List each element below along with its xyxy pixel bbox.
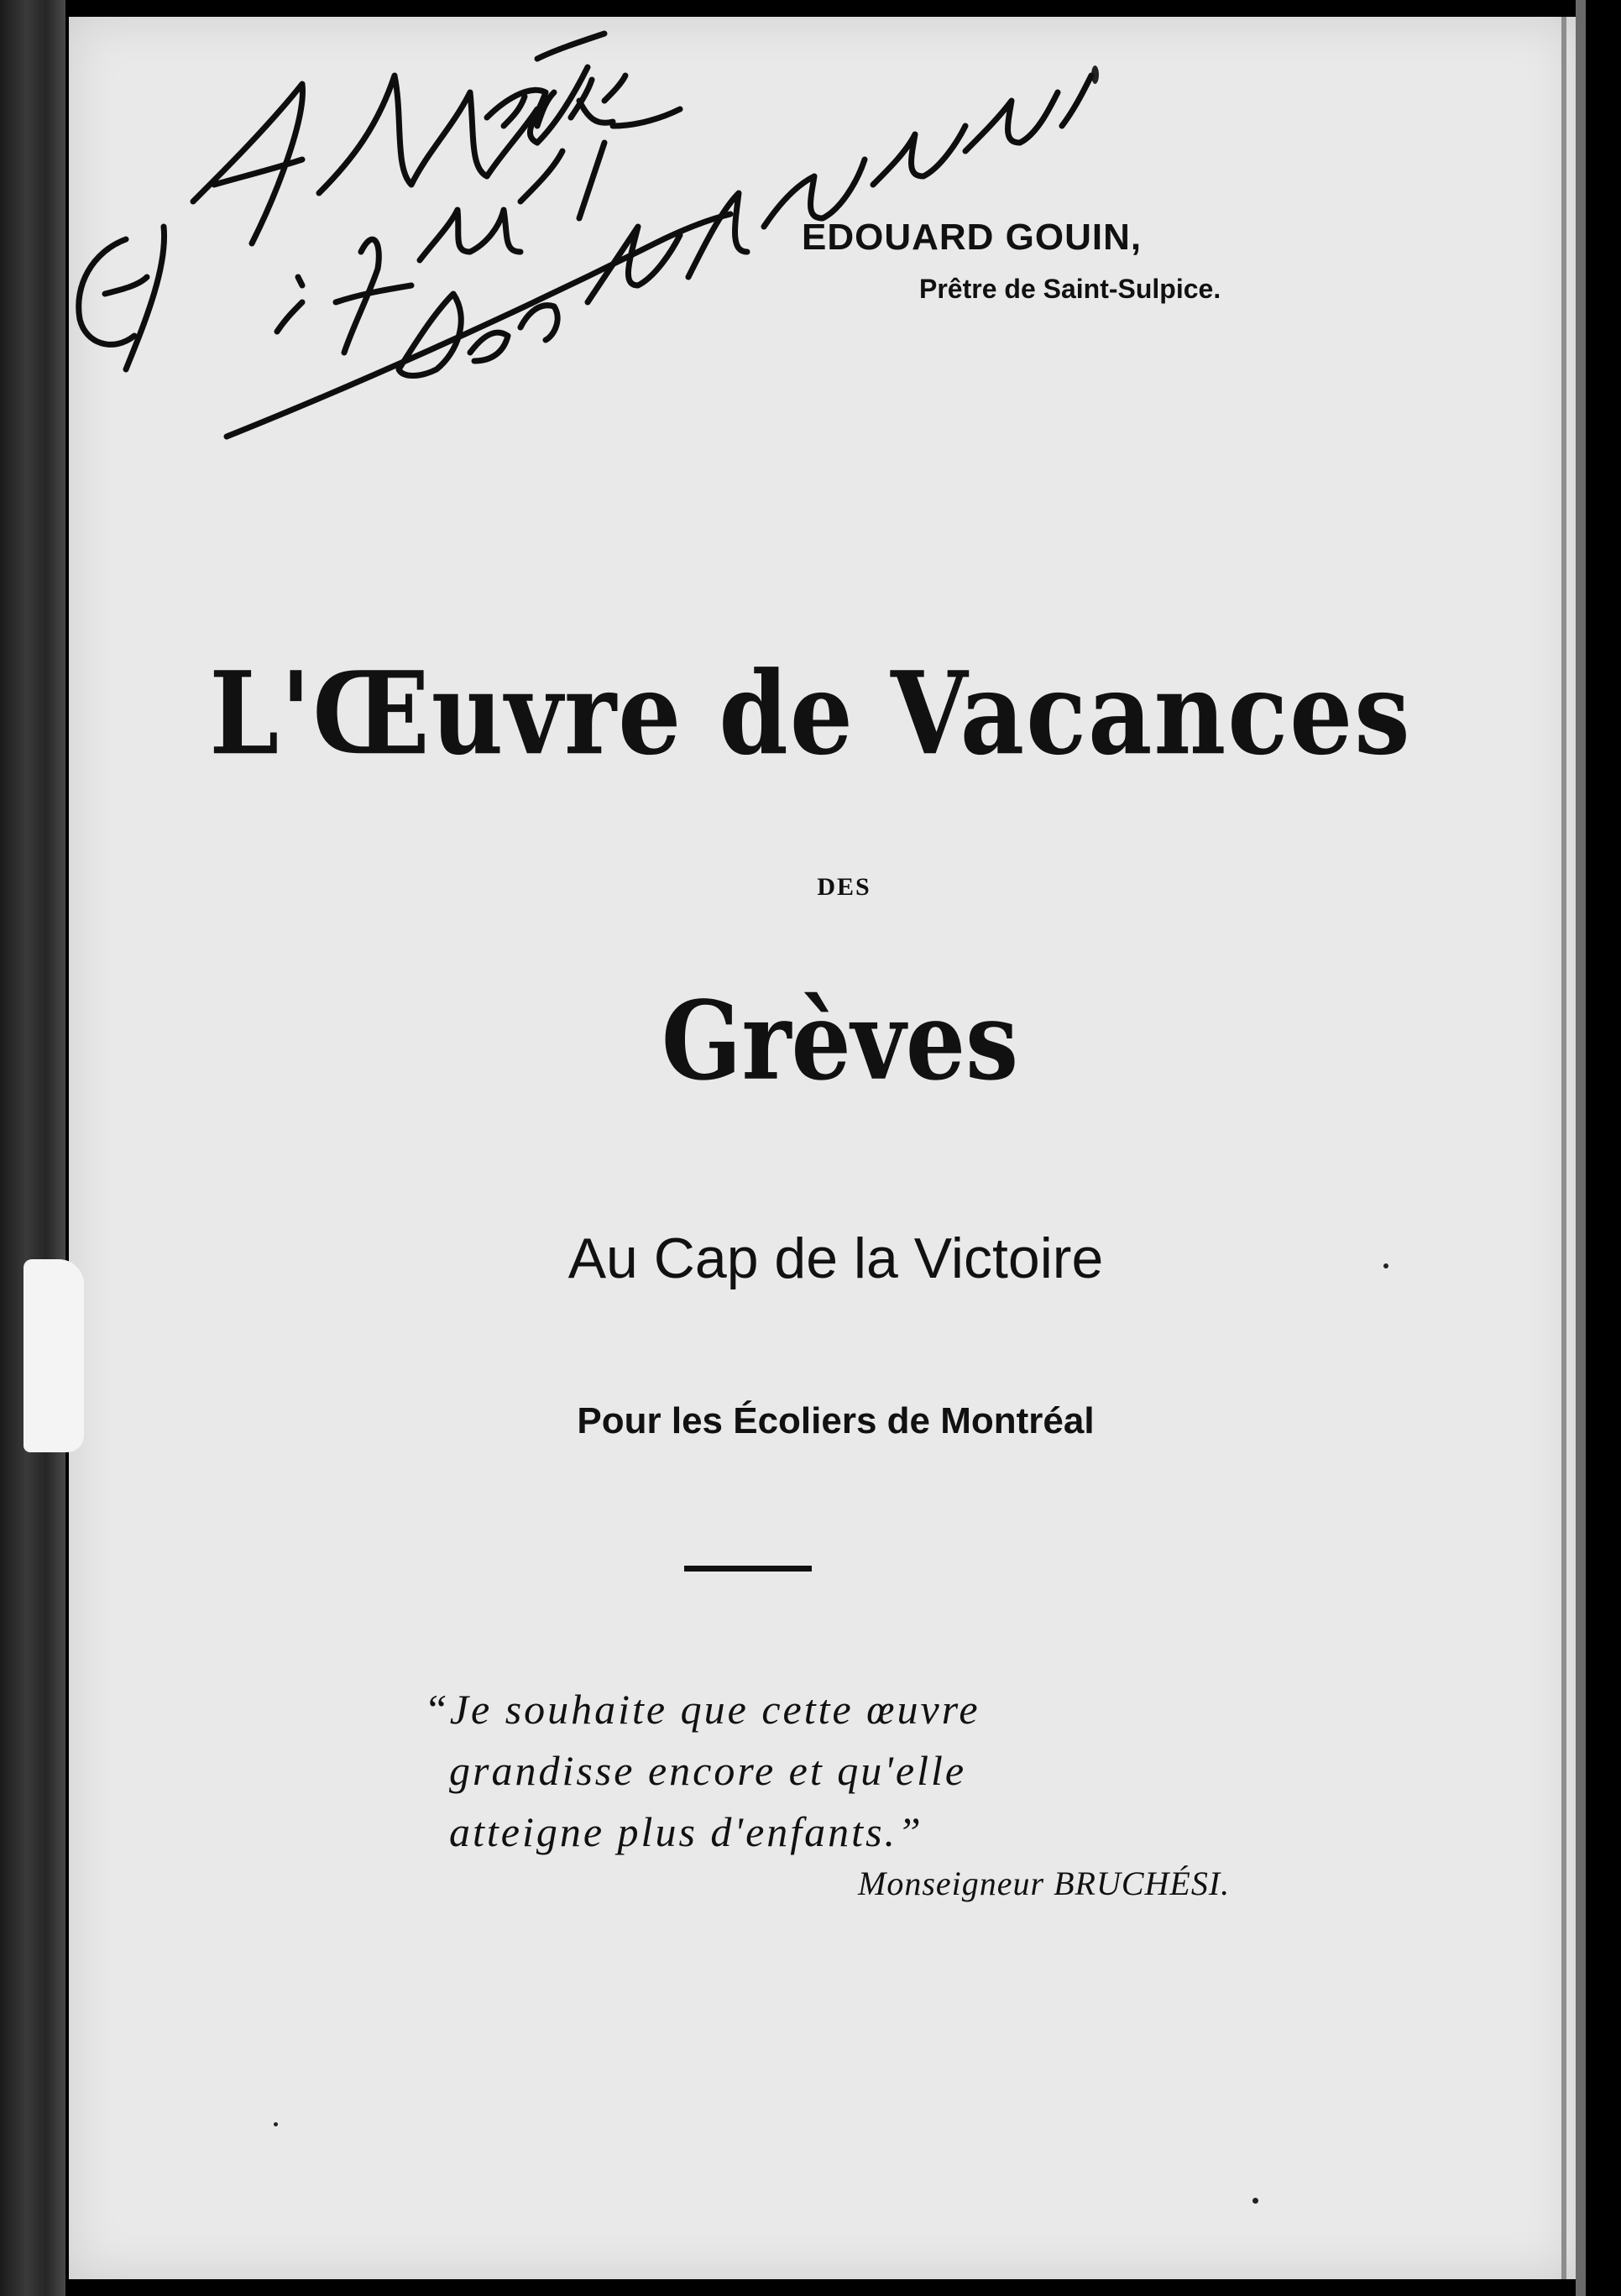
page-right-edge (1576, 0, 1586, 2296)
epigraph-quote (424, 1679, 980, 1863)
epigraph-line: “Je souhaite que cette œuvre (424, 1686, 980, 1733)
title-connector: DES (817, 873, 871, 901)
main-title: L'Œuvre de Vacances (209, 646, 1412, 781)
audience-line: Pour les Écoliers de Montréal (577, 1400, 1095, 1441)
paper-speck (274, 2122, 278, 2126)
epigraph-line: grandisse encore et qu'elle (449, 1747, 967, 1794)
separator-rule (684, 1566, 812, 1572)
author-name: EDOUARD GOUIN, (802, 217, 1143, 258)
title-page (69, 17, 1576, 2279)
book-binding-edge (0, 0, 65, 2296)
paper-speck (1252, 2198, 1258, 2204)
page-fold-line (1561, 17, 1566, 2279)
location-line: Au Cap de la Victoire (567, 1226, 1104, 1290)
epigraph-attribution: Monseigneur BRUCHÉSI. (858, 1865, 1231, 1902)
epigraph-line: atteigne plus d'enfants.” (449, 1808, 923, 1855)
paper-speck (1091, 65, 1099, 84)
subtitle: Grèves (661, 978, 1019, 1105)
paper-speck (1383, 1263, 1388, 1268)
author-title: Prêtre de Saint-Sulpice. (919, 274, 1221, 304)
